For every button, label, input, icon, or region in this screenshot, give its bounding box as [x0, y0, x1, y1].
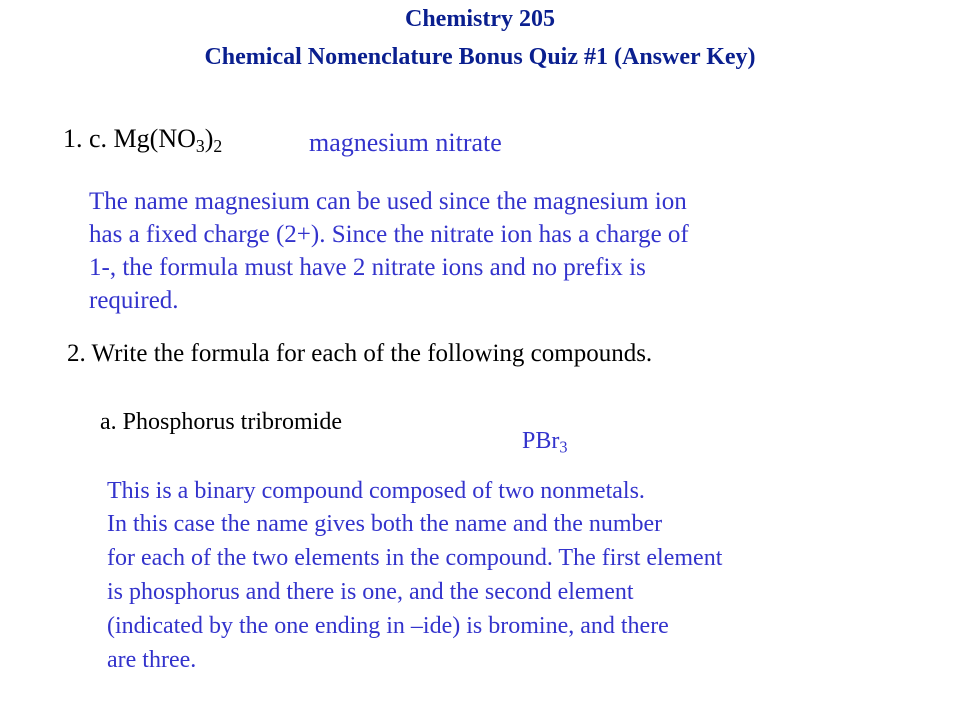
q2a-explanation-line: are three.	[107, 647, 197, 673]
q1-paren: )	[204, 124, 214, 153]
q1-explanation-line: required.	[89, 287, 179, 314]
q2a-label: a. Phosphorus tribromide	[100, 409, 342, 435]
q2a-answer	[522, 426, 568, 456]
q1-answer: magnesium nitrate	[309, 128, 502, 157]
course-title: Chemistry 205	[405, 6, 555, 32]
q1-explanation-line: has a fixed charge (2+). Since the nitrate ion has a charge of	[89, 221, 689, 248]
q2a-answer-base: PBr	[522, 428, 560, 454]
q2a-explanation-line: (indicated by the one ending in –ide) is bromine, and there	[107, 613, 669, 639]
q2a-explanation-line: is phosphorus and there is one, and the second element	[107, 579, 634, 605]
q1-explanation-line: The name magnesium can be used since the magnesium ion	[89, 188, 687, 215]
q1-subscript-2: 2	[213, 135, 223, 156]
q2a-explanation-line: for each of the two elements in the compound. The first element	[107, 545, 723, 571]
q1-explanation-line: 1-, the formula must have 2 nitrate ions and no prefix is	[89, 254, 646, 281]
q1-formula	[63, 124, 222, 154]
q2a-explanation-line: In this case the name gives both the name and the number	[107, 511, 663, 537]
q1-subscript-3: 3	[195, 135, 205, 156]
q2-prompt: 2. Write the formula for each of the following compounds.	[67, 340, 653, 367]
quiz-title: Chemical Nomenclature Bonus Quiz #1 (Answer Key)	[204, 44, 756, 70]
q1-formula-base: 1. c. Mg(NO	[63, 124, 196, 153]
q2a-explanation-line: This is a binary compound composed of two nonmetals.	[107, 478, 645, 504]
q2a-answer-subscript: 3	[559, 437, 568, 457]
